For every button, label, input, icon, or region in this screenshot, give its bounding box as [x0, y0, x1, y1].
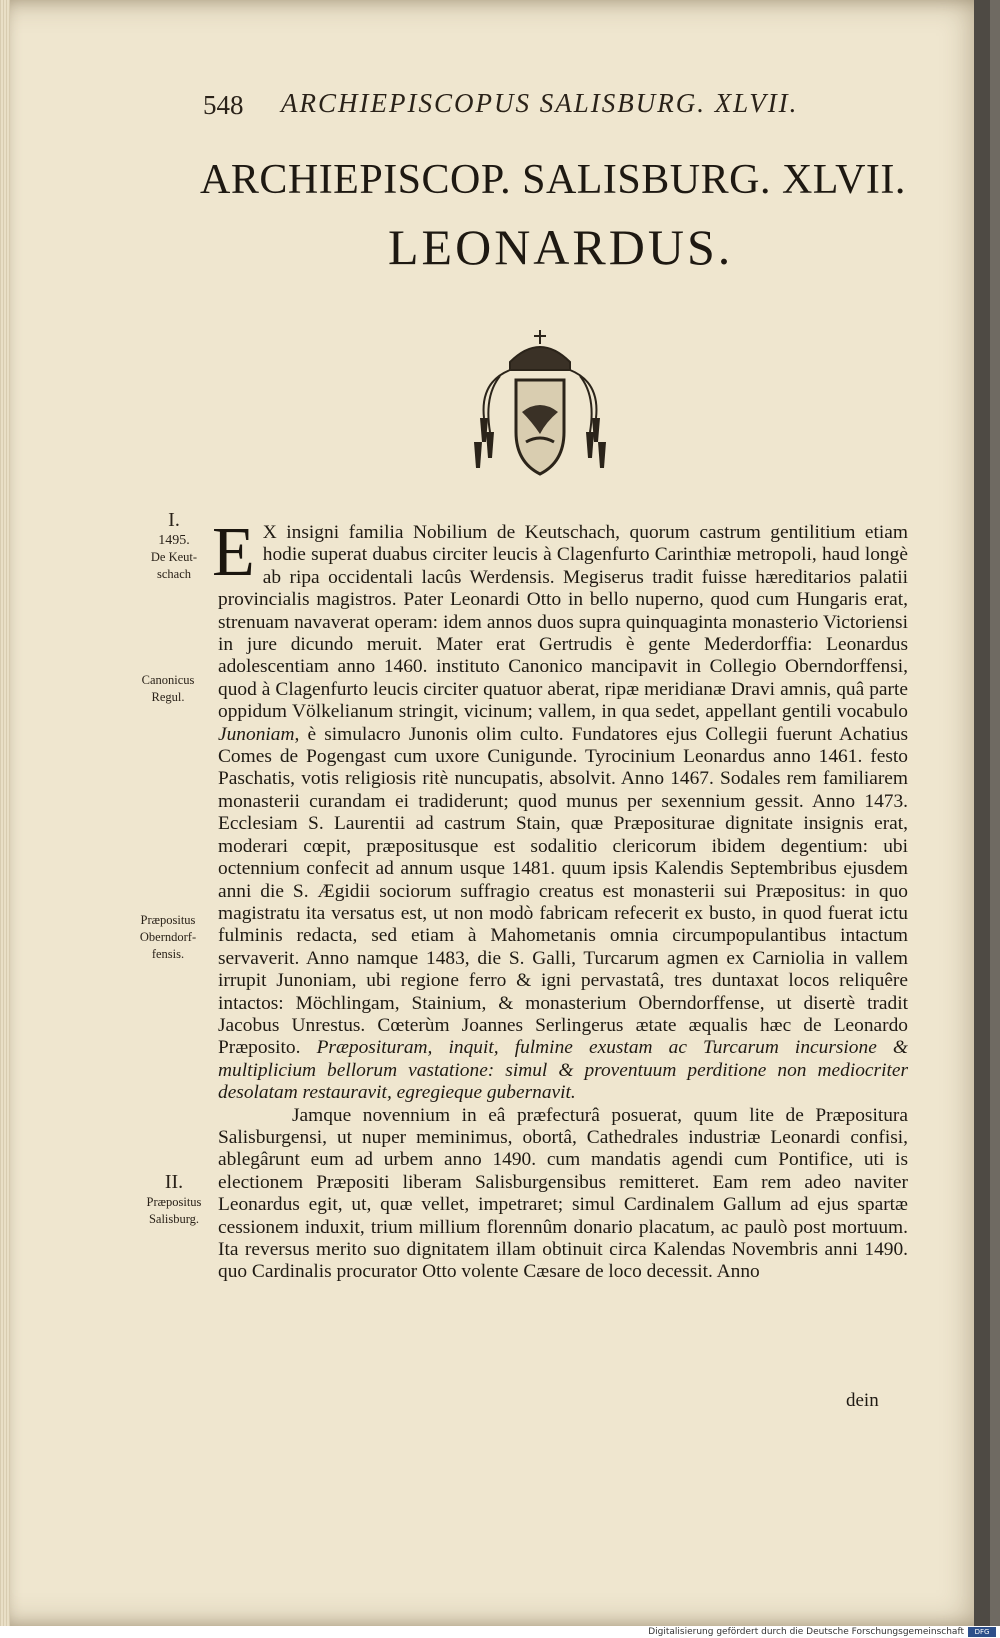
gutter-shadow: [974, 0, 990, 1626]
margin-line: De Keut-: [150, 550, 198, 564]
margin-note-1: [128, 508, 220, 583]
paragraph-1-continued: , è simulacro Junonis olim culto. Fundatores ejus Collegii fuerunt Achatius Comes de Pogengast cum uxore Cunigunde. Tyrocinium Leonardus anno 1461. festo Paschatis, votis religiosis ritè nuncupatis, absolvit. Anno 1467. Sodales rem familiarem monasterii curandam ei tradiderunt; quod munus per sexennium gessit. Anno 1473. Ecclesiam S. Laurentii ad castrum Stain, quæ Præpositurae dignitate insignis erat, moderari cœpit, præpositusque est sodalitio clericorum ibidem degentium: ubi octennium confecit ad annum usque 1481. quum ipsis Kalendis Septembribus ejusdem anni die S. Ægidii sociorum suffragio creatus est monasterii sui Præpositus: in quo magistratu ita versatus est, ut non modò fabricam refecerit ex busto, in quod fuerat ictu fulminis redacta, sed etiam à Mahometanis omnia circumpopulantibus intactum servaverit. Anno namque 1483, die S. Galli, Turcarum agmen ex Carniolia in vallem irrupit Junoniam, ubi regione ferro & igni pervastatâ, tres duntaxat locos reliquêre intactos: Möchlingam, Stainium, & monasterium Oberndorffense, ut disertè tradit Jacobus Unrestus. Cœterùm Joannes Serlingerus ætate æqualis hæc de Leonardo Præposito.: [218, 723, 908, 1059]
italic-quotation: Præposituram, inquit, fulmine exustam ac Turcarum incursione & multiplicium bellorum vastatione: simul & proventuum perditione non mediocriter desolatam restauravit, egregieque gubernavit.: [218, 1037, 908, 1104]
italic-term: Junoniam: [218, 723, 295, 745]
margin-line: schach: [156, 567, 191, 581]
margin-line: Præpositus: [146, 1195, 202, 1209]
running-header: [203, 88, 823, 122]
margin-number: I.: [168, 509, 180, 531]
body-text: [212, 514, 908, 1284]
margin-line: fensis.: [151, 947, 185, 961]
margin-line: 1495.: [158, 533, 190, 548]
page-stack-edge: [0, 0, 10, 1626]
dfg-logo: DFG: [968, 1627, 996, 1637]
paragraph-1: [212, 514, 908, 1105]
margin-note-2: [126, 672, 210, 706]
catchword: dein: [846, 1390, 879, 1411]
margin-number: II.: [164, 1171, 184, 1193]
page-number: 548: [203, 90, 244, 120]
margin-line: Regul.: [151, 690, 185, 704]
paragraph-2: Jamque novennium in eâ præfecturâ posuerat, quum lite de Præpositura Salisburgensi, ut nuper meminimus, obortâ, Cathedrales industriæ Leonardi confisi, ablegârunt eum ad urbem anno 1490. cum mandatis agendi cum Pontifice, uti is electionem Præpositi liberam Salisburgensibus remitteret. Eam rem adeo naviter Leonardus egit, ut, quæ vellet, impetraret; simul Cardinalem Gallum ad ejus spartæ cessionem induxit, trium millium florennûm donario placatum, ac paulò post mortuum. Ita reversus merito suo dignitatem illam obtinuit circa Kalendas Novembris anni 1490. quo Cardinalis procurator Otto volente Cæsare de loco decessit. Anno: [218, 1104, 908, 1283]
running-title: ARCHIEPISCOPUS SALISBURG. XLVII.: [281, 88, 799, 118]
paragraph-1-text: X insigni familia Nobilium de Keutschach, quorum castrum gentilitium etiam hodie superat duabus circiter leucis à Clagenfurto Carinthiæ metropoli, haud longè ab ripa occidentali lacûs Werdensis. Megiserus tradit fuisse hæreditarios palatii provincialis magistros. Pater Leonardi Otto in bello nuperno, quod cum Hungaris erat, strenuam navaverat operam: idem annos duos supra quinquaginta monasterio Victoriensi in jure dicundo meruit. Mater erat Gertrudis è gente Mederdorffia: Leonardus adolescentiam anno 1460. instituto Canonico mancipavit in Collegio Oberndorffensi, quod à Clagenfurto leucis circiter quatuor aberat, ripæ meridianæ Dravi amnis, quâ parte oppidum Völkelianum stringit, vicinum; vallem, in qua sedet, appellant gentili vocabulo: [218, 522, 908, 723]
footer-credit: Digitalisierung gefördert durch die Deutsche Forschungsgemeinschaft: [648, 1627, 964, 1637]
margin-line: Præpositus: [140, 913, 196, 927]
coat-of-arms-icon: [470, 322, 610, 482]
margin-line: Oberndorf-: [139, 930, 197, 944]
margin-line: Canonicus: [141, 673, 195, 687]
margin-line: Salisburg.: [148, 1212, 200, 1226]
digitization-footer: [0, 1626, 1000, 1638]
margin-note-4: [132, 1170, 216, 1228]
chapter-title: ARCHIEPISCOP. SALISBURG. XLVII.: [200, 157, 906, 203]
margin-note-3: [126, 912, 210, 963]
chapter-subtitle: LEONARDUS.: [388, 219, 734, 275]
drop-cap: E: [212, 514, 255, 591]
